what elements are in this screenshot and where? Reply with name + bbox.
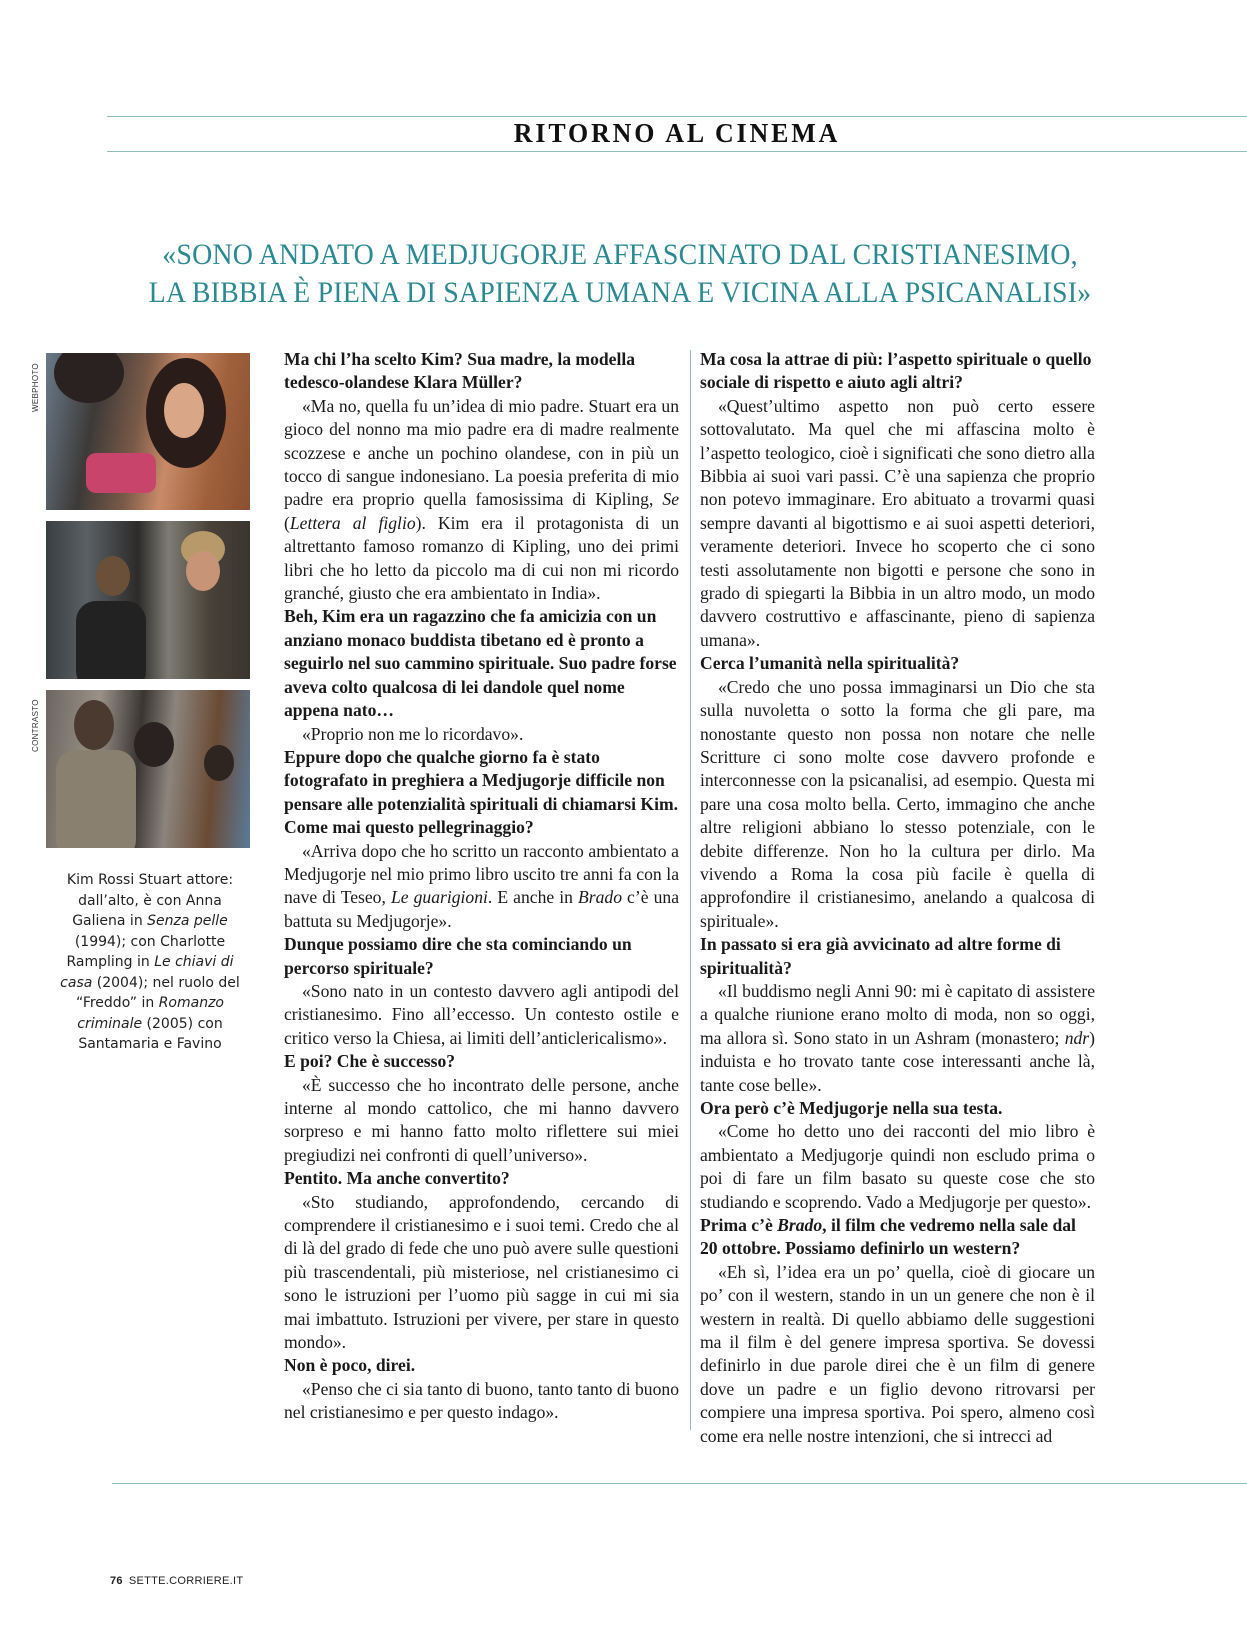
article-column-right [700, 348, 1095, 1448]
question: Ma cosa la attrae di più: l’aspetto spirituale o quello sociale di rispetto e aiuto agli altri? [700, 349, 1092, 393]
film-still-senza-pelle [46, 353, 250, 510]
page-footer [110, 1575, 243, 1587]
answer: «Quest’ultimo aspetto non può certo essere sottovalutato. Ma quel che mi affascina molto è l’aspetto teologico, cioè i significati che sono dietro alla Bibbia ai suoi vari passi. C’è una sapienza che proprio non potevo immaginare. Ero abituato a trovarmi quasi sempre davanti al bigottismo e ai suoi aspetti deteriori, veramente deteriori. Invece ho scoperto che ci sono testi assolutamente non bigotti e persone che sono in grado di spiegarti la Bibbia in un altro modo, un modo davvero costruttivo e affascinante, pieno di sapienza umana». [700, 395, 1095, 650]
photo-caption: Kim Rossi Stuart attore: dall’alto, è con Anna Galiena in Senza pelle (1994); con Charlotte Rampling in Le chiavi di casa (2004); nel ruolo del “Freddo” in Romanzo criminale (2005) con Santamaria e Favino [60, 872, 240, 1052]
article-column-left [284, 348, 679, 1425]
answer: «Il buddismo negli Anni 90: mi è capitato di assistere a qualche riunione erano molto di moda, non so oggi, ma allora sì. Sono stato in un Ashram (monastero; ndr) induista e ho trovato tante cose interessanti anche là, tante cose belle». [700, 980, 1095, 1095]
answer: «Ma no, quella fu un’idea di mio padre. Stuart era un gioco del nonno ma mio padre era di madre realmente scozzese e anche un pochino olandese, con in più un tocco di sangue indonesiano. La poesia preferita di mio padre era proprio quella famosissima di Kipling, Se (Lettera al figlio). Kim era il protagonista di un altrettanto famoso romanzo di Kipling, uno dei primi libri che ho letto da piccolo ma di cui non mi ricordo granché, giusto che era ambientato in India». [284, 395, 679, 604]
question: In passato si era già avvicinato ad altre forme di spiritualità? [700, 934, 1061, 978]
page-number: 76 [110, 1575, 123, 1587]
question: Non è poco, direi. [284, 1355, 416, 1376]
question: Ora però c’è Medjugorje nella sua testa. [700, 1098, 1003, 1118]
site-url: SETTE.CORRIERE.IT [128, 1575, 244, 1587]
question: Prima c’è Brado, il film che vedremo nella sale dal 20 ottobre. Possiamo definirlo un western? [700, 1215, 1076, 1259]
answer: «È successo che ho incontrato delle persone, anche interne al mondo cattolico, che mi hanno davvero sorpreso e mi hanno fatto molto riflettere sui miei pregiudizi nei confronti di quell’universo». [284, 1074, 679, 1165]
column-divider [690, 350, 691, 1430]
answer: «Sto studiando, approfondendo, cercando di comprendere il cristianesimo e i suoi temi. Credo che al di là del grado di fede che uno può avere sulle questioni più trascendentali, più misteriose, nel cristianesimo ci sono le istruzioni per l’uomo più sagge in cui mi sia mai imbattuto. Istruzioni per vivere, per stare in questo mondo». [284, 1191, 679, 1353]
question: Ma chi l’ha scelto Kim? Sua madre, la modella tedesco-olandese Klara Müller? [284, 349, 636, 393]
question: Cerca l’umanità nella spiritualità? [700, 653, 960, 674]
photo-credit-webphoto: WEBPHOTO [31, 363, 40, 412]
question: Pentito. Ma anche convertito? [284, 1168, 510, 1189]
section-title: RITORNO AL CINEMA [513, 118, 841, 148]
question: Eppure dopo che qualche giorno fa è stato fotografato in preghiera a Medjugorje difficile non pensare alle potenzialità spirituali di chiamarsi Kim. Come mai questo pellegrinaggio? [284, 746, 679, 838]
top-rule [107, 116, 1247, 117]
pull-quote-line-2: LA BIBBIA È PIENA DI SAPIENZA UMANA E VICINA ALLA PSICANALISI» [148, 276, 1092, 309]
film-still-le-chiavi-di-casa [46, 521, 250, 679]
answer: «Credo che uno possa immaginarsi un Dio che sta sulla nuvoletta o sotto la forma che gli pare, ma nonostante questo non possa non notare che nelle Scritture ci sono molte cose davvero profonde e interconnesse con la psicanalisi, ad esempio. Questa mi pare una cosa molto bella. Certo, immagino che anche altre religioni abbiano lo stesso potenziale, con le debite differenze. Non ho la cultura per dirlo. Ma vivendo a Roma la cosa più facile è quella di approfondire il cristianesimo, anelando a qualcosa di spirituale». [700, 676, 1095, 931]
pull-quote-line-1: «SONO ANDATO A MEDJUGORJE AFFASCINATO DAL CRISTIANESIMO, [162, 238, 1078, 271]
answer: «Come ho detto uno dei racconti del mio libro è ambientato a Medjugorje quindi non escludo prima o poi di fare un film basato su queste cose che sto studiando e scoprendo. Vado a Medjugorje per questo». [700, 1121, 1095, 1212]
question: Dunque possiamo dire che sta cominciando un percorso spirituale? [284, 934, 632, 978]
question: Beh, Kim era un ragazzino che fa amicizia con un anziano monaco buddista tibetano ed è pronto a seguirlo nel suo cammino spirituale. Suo padre forse aveva colto qualcosa di lei dandole quel nome appena nato… [284, 606, 677, 721]
pull-quote [100, 236, 1140, 312]
title-underline-rule [107, 151, 1247, 152]
bottom-rule [112, 1483, 1247, 1484]
answer: «Sono nato in un contesto davvero agli antipodi del cristianesimo. Fino all’eccesso. Un contesto ostile e critico verso la Chiesa, ai limiti dell’anticlericalismo». [284, 980, 679, 1048]
answer: «Eh sì, l’idea era un po’ quella, cioè di giocare un po’ con il western, stando in un un genere che non è il western in realtà. Di quello abbiamo delle suggestioni ma il film è del genere impresa sportiva. Se dovessi definirlo in due parole direi che è un film di genere dove un padre e un figlio devono ritrovarsi per compiere una impresa sportiva. Poi spero, almeno così come era nelle nostre intenzioni, che si intrecci ad [700, 1261, 1095, 1446]
answer: «Arriva dopo che ho scritto un racconto ambientato a Medjugorje nel mio primo libro uscito tre anni fa con la nave di Teseo, Le guarigioni. E anche in Brado c’è una battuta su Medjugorje». [284, 840, 680, 931]
question: E poi? Che è successo? [284, 1051, 456, 1072]
answer: «Proprio non me lo ricordavo». [302, 723, 524, 744]
film-still-romanzo-criminale [46, 690, 250, 848]
answer: «Penso che ci sia tanto di buono, tanto tanto di buono nel cristianesimo e per questo indago». [284, 1378, 679, 1423]
photo-credit-contrasto: CONTRASTO [31, 699, 40, 752]
